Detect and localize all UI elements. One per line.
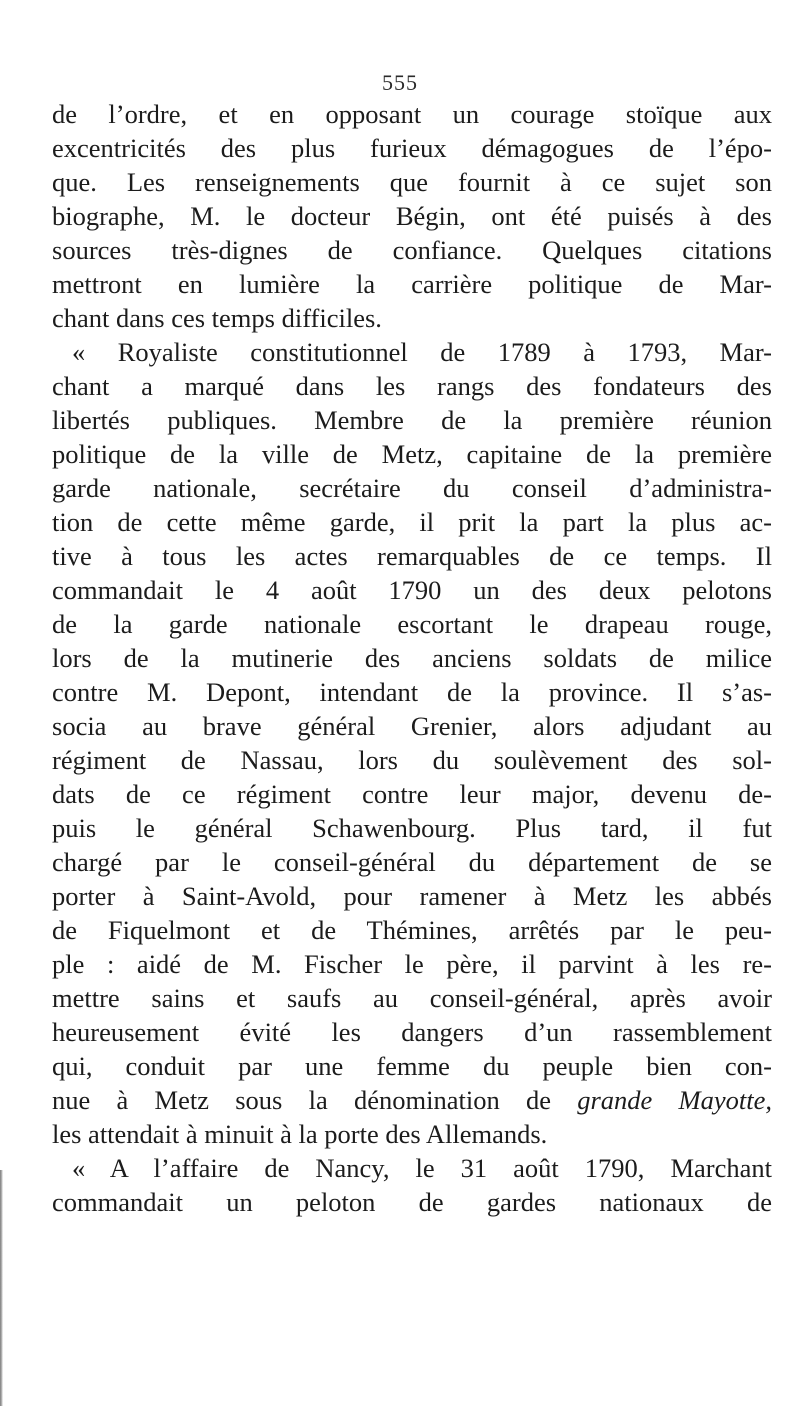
text-line: de Fiquelmont et de Thémines, arrêtés par le peu- (52, 915, 772, 945)
text-line: de la garde nationale escortant le drapeau rouge, (52, 609, 772, 639)
text-line: socia au brave général Grenier, alors adjudant au (52, 711, 772, 741)
text-line: biographe, M. le docteur Bégin, ont été puisés à des (52, 201, 772, 231)
page-binding-edge (0, 1170, 3, 1406)
text-line: « Royaliste constitutionnel de 1789 à 1793, Mar- (72, 337, 772, 367)
text-line: que. Les renseignements que fournit à ce sujet son (52, 167, 772, 197)
text-line: dats de ce régiment contre leur major, devenu de- (52, 779, 772, 809)
text-line-with-italic (52, 1083, 772, 1117)
text-line: contre M. Depont, intendant de la province. Il s’as- (52, 677, 772, 707)
text-line: excentricités des plus furieux démagogues de l’épo- (52, 133, 772, 163)
text-line: qui, conduit par une femme du peuple bien con- (52, 1051, 772, 1081)
text-line: politique de la ville de Metz, capitaine de la première (52, 439, 772, 469)
body-text (52, 97, 772, 1219)
text-line: mettre sains et saufs au conseil-général, après avoir (52, 983, 772, 1013)
text-line: puis le général Schawenbourg. Plus tard, il fut (52, 813, 772, 843)
text-line: régiment de Nassau, lors du soulèvement des sol- (52, 745, 772, 775)
text-line: chargé par le conseil-général du département de se (52, 847, 772, 877)
text-line: « A l’affaire de Nancy, le 31 août 1790, Marchant (72, 1153, 772, 1183)
page-number: 555 (382, 70, 418, 95)
text-line-segment: nue à Metz sous la dénomination de (52, 1085, 551, 1115)
text-line: tive à tous les actes remarquables de ce temps. Il (52, 541, 772, 571)
text-line: ple : aidé de M. Fischer le père, il parvint à les re- (52, 949, 772, 979)
text-line: libertés publiques. Membre de la première réunion (52, 405, 772, 435)
text-line: garde nationale, secrétaire du conseil d’administra- (52, 473, 772, 503)
text-line: commandait un peloton de gardes nationaux de (52, 1187, 772, 1217)
text-line: chant dans ces temps difficiles. (52, 303, 382, 333)
text-line: les attendait à minuit à la porte des Allemands. (52, 1119, 548, 1149)
text-line: porter à Saint-Avold, pour ramener à Metz les abbés (52, 881, 772, 911)
text-line: sources très-dignes de confiance. Quelques citations (52, 235, 772, 265)
text-line: de l’ordre, et en opposant un courage stoïque aux (52, 99, 772, 129)
text-line: commandait le 4 août 1790 un des deux pelotons (52, 575, 772, 605)
text-line: heureusement évité les dangers d’un rassemblement (52, 1017, 772, 1047)
text-line: lors de la mutinerie des anciens soldats de milice (52, 643, 772, 673)
text-line: chant a marqué dans les rangs des fondateurs des (52, 371, 772, 401)
italic-phrase: grande Mayotte, (577, 1085, 772, 1115)
text-line: tion de cette même garde, il prit la part la plus ac- (52, 507, 772, 537)
text-line: mettront en lumière la carrière politique de Mar- (52, 269, 772, 299)
